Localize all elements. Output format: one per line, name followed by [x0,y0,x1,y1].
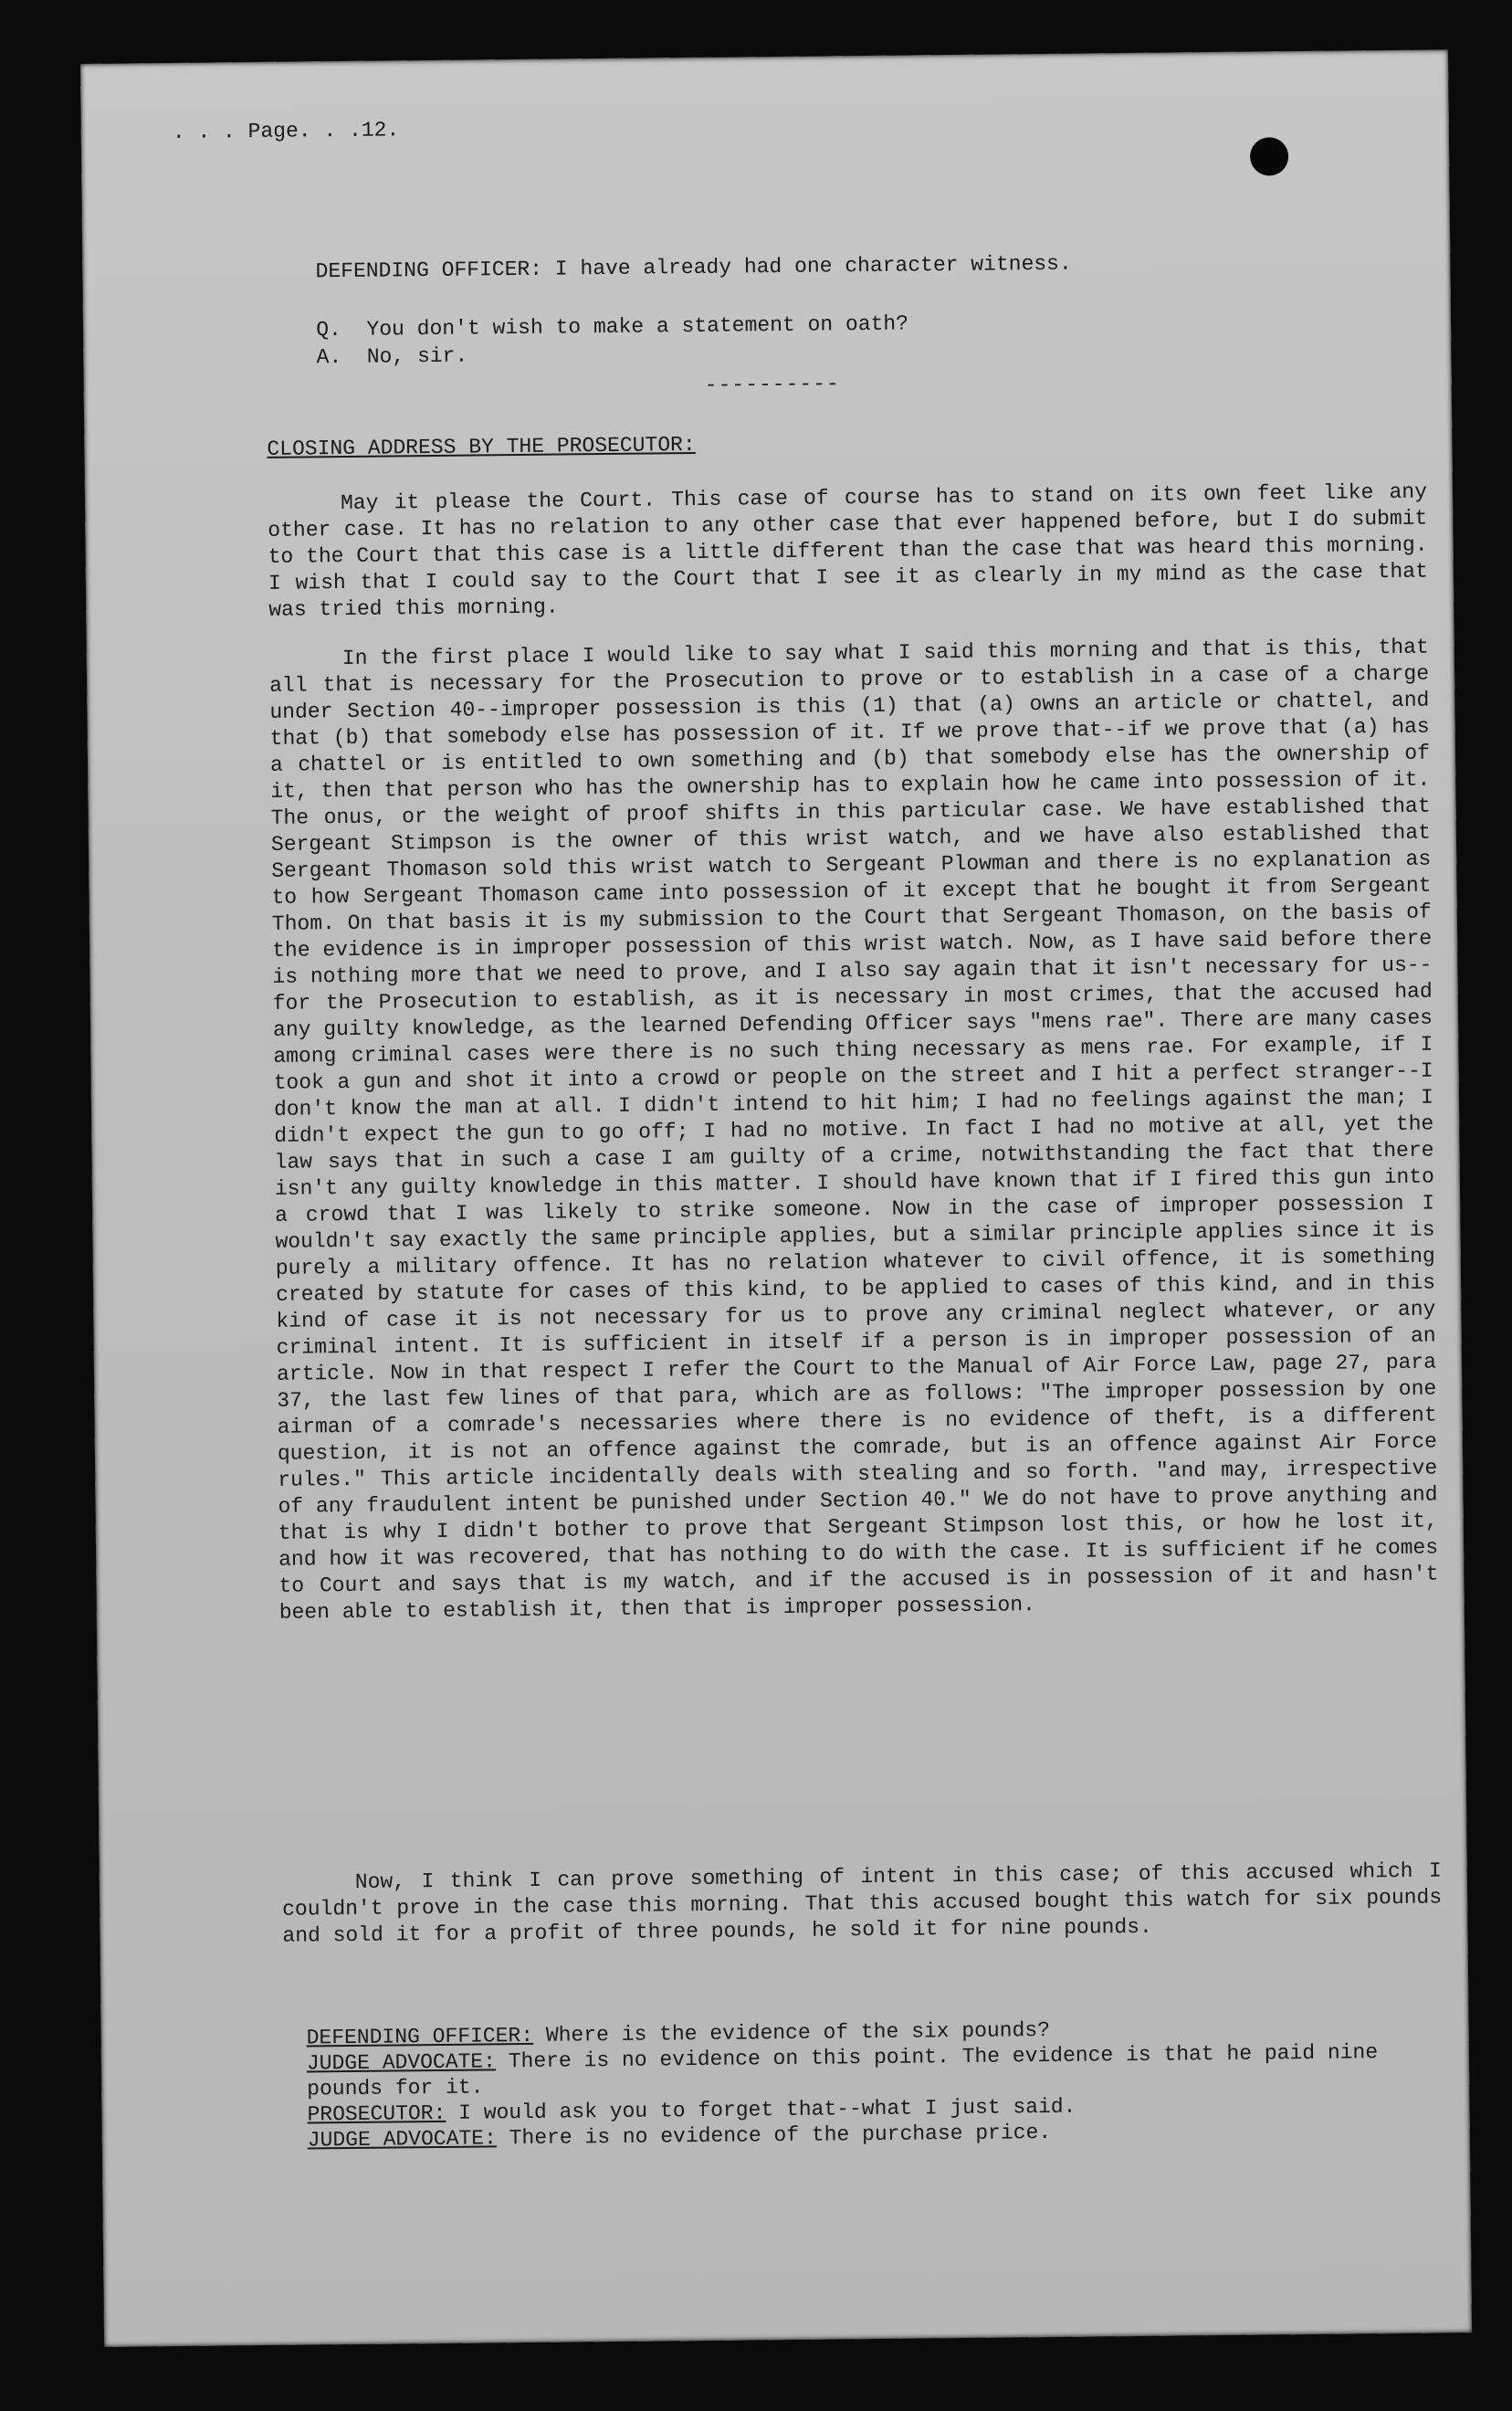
speaker-label: DEFENDING OFFICER: [315,257,543,284]
answer-line [266,318,468,396]
punch-hole [1250,137,1288,175]
page-number: . . . Page. . .12. [172,118,400,144]
speaker-label: JUDGE ADVOCATE: [307,2126,497,2153]
document-page [80,49,1472,2347]
paragraph-2: In the first place I would like to say what I said this morning and that is this, that all that is necessary for the Prosecution to prove or to establish in a case of a charge under Section 40--improper possession is this (1) that (a) owns an article or chattel, and that (b) that somebody else has possession of it. If we prove that--if we prove that (a) has a chattel or is entitled to own something and (b) that somebody else has the ownership of it, then that person who has the ownership has to explain how he came into possession of it. The onus, or the weight of proof shifts in this particular case. We have established that Sergeant Stimpson is the owner of this wrist watch, and we have also established that Sergeant Thomason sold this wrist watch to Sergeant Plowman and there is no explanation as to how Sergeant Thomason came into possession of it except that he bought it from Sergeant Thom. On that basis it is my submission to the Court that Sergeant Thomason, on the basis of the evidence is in improper possession of this wrist watch. Now, as I have said before there is nothing more that we need to prove, and I also say again that it isn't necessary for us--for the Prosecution to establish, as it is necessary in most crimes, that the accused had any guilty knowledge, as the learned Defending Officer says "mens rae". There are many cases among criminal cases were there is no such thing necessary as mens rae. For example, if I took a gun and shot it into a crowd or people on the street and I hit a perfect stranger--I don't know the man at all. I didn't intend to hit him; I had no feelings against the man; I didn't expect the gun to go off; I had no motive. In fact I had no motive at all, yet the law says that in such a case I am guilty of a crime, notwithstanding the fact that there isn't any guilty knowledge in this matter. I should have known that if I fired this gun into a crowd that I was likely to strike someone. Now in the case of improper possession I wouldn't say exactly the same principle applies, but a similar principle applies since it is purely a military offence. It has no relation whatever to civil offence, it is something created by statute for cases of this kind, to be applied to cases of this kind, and in this kind of case it is not necessary for us to prove any criminal neglect whatever, or any criminal intent. It is sufficient in itself if a person is in improper possession of an article. Now in that respect I refer the Court to the Manual of Air Force Law, page 27, para 37, the last few lines of that para, which are as follows: "The improper possession by one airman of a comrade's necessaries where there is no evidence of theft, is a different question, it is not an offence against the comrade, but is an offence against Air Force rules." This article incidentally deals with stealing and so forth. "and may, irrespective of any fraudulent intent be punished under Section 40." We do not have to prove anything and that is why I didn't bother to prove that Sergeant Stimpson lost this, or how he lost it, and how it was recovered, that has nothing to do with the case. It is sufficient if he comes to Court and says that is my watch, and if the accused is in possession of it and hasn't been able to establish it, then that is improper possession. [269,635,1439,1625]
separator-line: ---------- [704,372,840,397]
speaker-label: PROSECUTOR: [307,2100,446,2127]
exchange-text: I would ask you to forget that--what I just said. [446,2094,1076,2125]
paragraph-1: May it please the Court. This case of course has to stand on its own feet like any other case. It has no relation to any other case that ever happened before, but I do submit to the Court that this case is a little different than the case that was heard this morning. I wish that I could say to the Court that I see it as clearly in my mind as the case that was tried this morning. [268,479,1429,622]
q-text: You don't wish to make a statement on oath? [366,311,909,342]
speaker-label: JUDGE ADVOCATE: [306,2049,497,2076]
exchange-text: Where is the evidence of the six pounds? [532,2017,1051,2048]
exchange-block [307,2013,1458,2153]
section-heading: CLOSING ADDRESS BY THE PROSECUTOR: [267,432,696,461]
paragraph-3: Now, I think I can prove something of intent in this case; of this accused which I couldn't prove in the case this morning. That this accused bought this watch for six pounds and sold it for a profit of three pounds, he sold it for nine pounds. [282,1858,1443,1948]
a-text: No, sir. [366,343,468,369]
a-label: A. [316,345,342,370]
exchange-text: There is no evidence of the purchase price. [496,2120,1052,2151]
remark-text: I have already had one character witness. [541,251,1072,281]
exchange-text: There is no evidence on this point. The evidence is that he paid nine pounds for it. [307,2040,1379,2101]
speaker-label: DEFENDING OFFICER: [306,2023,534,2050]
q-label: Q. [316,318,342,342]
